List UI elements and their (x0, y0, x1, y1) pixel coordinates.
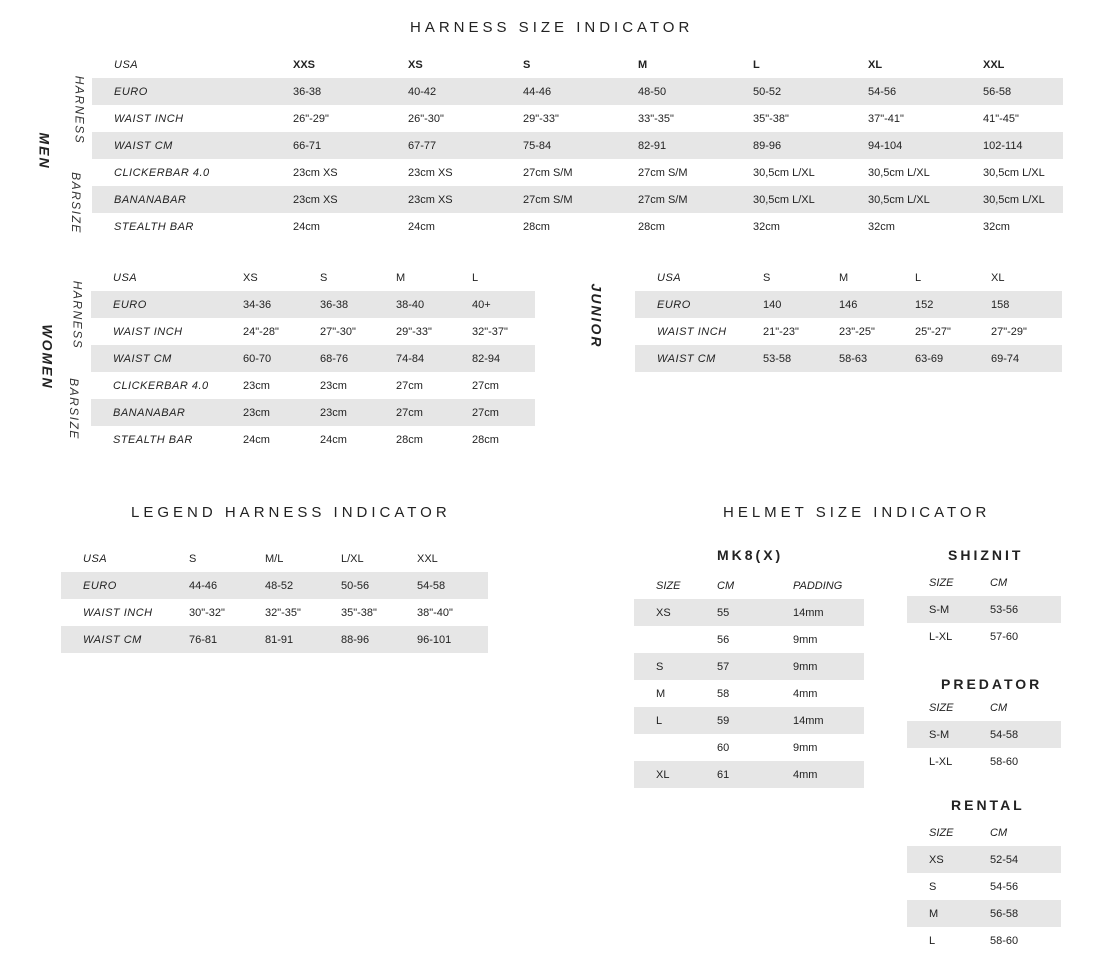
table-cell: 4mm (793, 687, 818, 700)
junior-label: JUNIOR (588, 283, 605, 349)
table-cell: S (634, 653, 717, 680)
row-label: EURO (91, 291, 243, 318)
row-label: WAIST CM (91, 345, 243, 372)
table-cell: 30,5cm L/XL (753, 186, 868, 213)
table-cell: 61 (717, 761, 793, 788)
table-cell: S (929, 880, 937, 893)
women-header-cell: M (396, 271, 406, 284)
table-cell: 54-56 (868, 78, 983, 105)
rental-title: RENTAL (951, 797, 1025, 813)
mk8-header-cell: SIZE (656, 579, 681, 592)
table-cell: 23cm (320, 399, 396, 426)
table-cell: 48-50 (638, 78, 753, 105)
table-cell: 94-104 (868, 132, 983, 159)
legend-size-table (61, 545, 488, 653)
table-cell: 40-42 (408, 78, 523, 105)
table-cell: 23cm (243, 379, 270, 392)
table-cell: XS (634, 599, 717, 626)
table-cell: 146 (839, 291, 915, 318)
rental-row (907, 900, 1061, 927)
junior-size-table (635, 264, 1062, 372)
table-cell: 56 (717, 633, 730, 646)
table-cell: 40+ (472, 291, 535, 318)
table-cell: 23cm XS (408, 186, 523, 213)
table-cell: 26"-30" (408, 112, 444, 125)
women-harness-label: HARNESS (70, 280, 85, 350)
men-size-table (92, 51, 1063, 240)
table-cell: 102-114 (983, 132, 1063, 159)
predator-header-row (907, 694, 1061, 721)
women-row-stealth-bar (91, 426, 535, 453)
junior-header-cell: XL (991, 271, 1005, 284)
row-label: CLICKERBAR 4.0 (114, 166, 210, 179)
table-cell: 50-56 (341, 572, 417, 599)
table-cell: 28cm (638, 220, 665, 233)
table-cell: 57-60 (990, 630, 1019, 643)
table-cell: 30,5cm L/XL (753, 166, 815, 179)
mk8-header-cell: PADDING (793, 579, 843, 592)
table-cell (634, 734, 717, 761)
table-cell: 30,5cm L/XL (868, 186, 983, 213)
table-cell: 81-91 (265, 626, 341, 653)
predator-row (907, 748, 1061, 775)
table-cell: 27cm S/M (638, 166, 688, 179)
legend-harness-title: LEGEND HARNESS INDICATOR (131, 504, 451, 521)
table-cell: 24"-28" (243, 325, 279, 338)
table-cell: 74-84 (396, 345, 472, 372)
legend-row-waist-cm (61, 626, 488, 653)
men-header-cell: S (523, 58, 531, 71)
rental-header-cell: SIZE (929, 826, 954, 839)
junior-header-row (635, 264, 1062, 291)
rental-row (907, 846, 1061, 873)
men-header-row (92, 51, 1063, 78)
harness-size-title: HARNESS SIZE INDICATOR (410, 19, 694, 36)
table-cell: 23cm (243, 399, 320, 426)
men-header-cell: L (753, 58, 760, 71)
women-row-clickerbar (91, 372, 535, 399)
table-cell: 27cm S/M (523, 166, 573, 179)
table-cell: 27cm (472, 399, 535, 426)
table-cell: 68-76 (320, 345, 396, 372)
row-label: WAIST CM (635, 345, 763, 372)
table-cell: 9mm (793, 741, 818, 754)
shiznit-header-cell: CM (990, 576, 1008, 589)
table-cell: 58-60 (990, 934, 1019, 947)
rental-row (907, 873, 1061, 900)
table-cell: 23"-25" (839, 325, 875, 338)
table-cell: 66-71 (293, 132, 408, 159)
table-cell: XS (907, 846, 990, 873)
table-cell: 32cm (753, 220, 780, 233)
row-label: STEALTH BAR (113, 433, 193, 446)
table-cell: 25"-27" (915, 325, 951, 338)
shiznit-header-cell: SIZE (929, 576, 954, 589)
table-cell: 32"-35" (265, 606, 301, 619)
women-row-waist-cm (91, 345, 535, 372)
table-cell: 27cm S/M (523, 186, 638, 213)
table-cell: 63-69 (915, 345, 991, 372)
legend-header-cell: XXL (417, 552, 438, 565)
table-cell: 35"-38" (753, 112, 789, 125)
junior-row-waist-inch (635, 318, 1062, 345)
table-cell: 56-58 (990, 900, 1061, 927)
table-cell: L-XL (929, 755, 953, 768)
table-cell: 82-91 (638, 132, 753, 159)
table-cell: 9mm (793, 633, 818, 646)
predator-row (907, 721, 1061, 748)
table-cell: S-M (907, 596, 990, 623)
mk8-row (634, 653, 864, 680)
table-cell: XL (634, 761, 717, 788)
table-cell: S-M (907, 721, 990, 748)
table-cell: 37"-41" (868, 112, 904, 125)
rental-size-table (907, 819, 1061, 954)
table-cell: 48-52 (265, 572, 341, 599)
women-header-row (91, 264, 535, 291)
legend-header-cell: M/L (265, 552, 284, 565)
shiznit-title: SHIZNIT (948, 547, 1024, 563)
mk8-header-cell: CM (717, 579, 735, 592)
predator-size-table (907, 694, 1061, 775)
table-cell: 38"-40" (417, 606, 453, 619)
table-cell: 21"-23" (763, 325, 799, 338)
junior-row-euro (635, 291, 1062, 318)
mk8-header-row (634, 572, 864, 599)
predator-title: PREDATOR (941, 676, 1043, 692)
legend-row-waist-inch (61, 599, 488, 626)
table-cell: 23cm XS (293, 186, 408, 213)
table-cell: 41"-45" (983, 112, 1019, 125)
row-label: WAIST INCH (83, 606, 153, 619)
row-label: STEALTH BAR (114, 220, 194, 233)
table-cell: 27"-29" (991, 325, 1027, 338)
rental-row (907, 927, 1061, 954)
table-cell: 53-56 (990, 596, 1061, 623)
junior-row-waist-cm (635, 345, 1062, 372)
table-cell: 27cm S/M (638, 186, 753, 213)
women-label: WOMEN (39, 324, 56, 390)
rental-header-row (907, 819, 1061, 846)
men-header-cell: XS (408, 58, 423, 71)
men-row-waist-cm (92, 132, 1063, 159)
men-harness-label: HARNESS (72, 75, 87, 145)
table-cell: 28cm (396, 433, 423, 446)
women-header-cell: XS (243, 271, 258, 284)
table-cell: 27cm (472, 379, 499, 392)
table-cell: 23cm XS (408, 166, 453, 179)
row-label: WAIST INCH (657, 325, 727, 338)
table-cell: 140 (763, 291, 839, 318)
table-cell: 50-52 (753, 78, 868, 105)
table-cell: 28cm (472, 433, 499, 446)
table-cell: 34-36 (243, 291, 320, 318)
table-cell: L (634, 707, 717, 734)
shiznit-header-row (907, 569, 1061, 596)
table-cell: 24cm (243, 433, 270, 446)
mk8-row (634, 734, 864, 761)
table-cell: 69-74 (991, 345, 1062, 372)
table-cell: 36-38 (320, 291, 396, 318)
table-cell: 54-58 (990, 721, 1061, 748)
table-cell: 44-46 (189, 572, 265, 599)
table-cell: 24cm (293, 220, 320, 233)
table-cell: 67-77 (408, 132, 523, 159)
table-cell: 27cm (396, 399, 472, 426)
row-label: EURO (61, 572, 189, 599)
row-label: BANANABAR (92, 186, 293, 213)
table-cell: 23cm (320, 379, 347, 392)
men-header-cell: M (638, 58, 648, 71)
table-cell: 9mm (793, 653, 864, 680)
table-cell: 32cm (983, 220, 1010, 233)
table-cell: 58-60 (990, 755, 1019, 768)
mk8-row (634, 680, 864, 707)
table-cell: 82-94 (472, 345, 535, 372)
women-header-label: USA (113, 271, 138, 284)
table-cell: 24cm (320, 433, 347, 446)
table-cell: 23cm XS (293, 166, 338, 179)
women-row-bananabar (91, 399, 535, 426)
row-label: WAIST INCH (114, 112, 184, 125)
table-cell: 152 (915, 291, 991, 318)
helmet-size-title: HELMET SIZE INDICATOR (723, 504, 991, 521)
table-cell: 30"-32" (189, 606, 225, 619)
table-cell: L-XL (929, 630, 953, 643)
women-header-cell: L (472, 271, 479, 284)
shiznit-row (907, 596, 1061, 623)
table-cell: 14mm (793, 599, 864, 626)
table-cell: 54-58 (417, 572, 488, 599)
table-cell: 26"-29" (293, 112, 329, 125)
table-cell: 56-58 (983, 78, 1063, 105)
row-label: EURO (635, 291, 763, 318)
row-label: CLICKERBAR 4.0 (113, 379, 209, 392)
row-label: BANANABAR (91, 399, 243, 426)
men-row-euro (92, 78, 1063, 105)
women-barsize-label: BARSIZE (66, 378, 81, 440)
men-header-cell: XXL (983, 58, 1005, 71)
table-cell: 30,5cm L/XL (868, 166, 930, 179)
junior-header-label: USA (657, 271, 682, 284)
table-cell: 59 (717, 707, 793, 734)
table-cell: 76-81 (189, 626, 265, 653)
men-row-clickerbar (92, 159, 1063, 186)
shiznit-row (907, 623, 1061, 650)
table-cell: 60-70 (243, 345, 320, 372)
table-cell: 32cm (868, 220, 895, 233)
row-label: WAIST CM (61, 626, 189, 653)
table-cell: 28cm (523, 220, 550, 233)
women-row-waist-inch (91, 318, 535, 345)
mk8-row (634, 707, 864, 734)
women-header-cell: S (320, 271, 328, 284)
table-cell: 14mm (793, 707, 864, 734)
men-header-label: USA (114, 58, 139, 71)
predator-header-cell: SIZE (929, 701, 954, 714)
men-barsize-label: BARSIZE (68, 172, 83, 234)
mk8-row (634, 599, 864, 626)
table-cell: L (929, 934, 936, 947)
mk8-row (634, 761, 864, 788)
table-cell: 54-56 (990, 880, 1019, 893)
row-label: WAIST INCH (113, 325, 183, 338)
table-cell: 58-63 (839, 345, 915, 372)
table-cell: 29"-33" (396, 325, 432, 338)
legend-header-cell: S (189, 552, 197, 565)
men-header-cell: XXS (293, 58, 316, 71)
table-cell: 24cm (408, 220, 435, 233)
women-row-euro (91, 291, 535, 318)
table-cell: 29"-33" (523, 112, 559, 125)
table-cell: 30,5cm L/XL (983, 166, 1045, 179)
junior-header-cell: S (763, 271, 771, 284)
table-cell: 32"-37" (472, 325, 508, 338)
men-row-waist-inch (92, 105, 1063, 132)
table-cell: 53-58 (763, 345, 839, 372)
table-cell: 75-84 (523, 132, 638, 159)
table-cell: M (907, 900, 990, 927)
table-cell: 158 (991, 291, 1062, 318)
table-cell: 58 (717, 687, 730, 700)
table-cell: 60 (717, 741, 730, 754)
men-row-stealth-bar (92, 213, 1063, 240)
junior-header-cell: M (839, 271, 849, 284)
table-cell: 44-46 (523, 78, 638, 105)
junior-header-cell: L (915, 271, 922, 284)
table-cell: 4mm (793, 761, 864, 788)
legend-header-cell: L/XL (341, 552, 364, 565)
table-cell: 36-38 (293, 78, 408, 105)
table-cell: 27cm (396, 379, 423, 392)
legend-header-label: USA (83, 552, 108, 565)
legend-header-row (61, 545, 488, 572)
table-cell: 35"-38" (341, 606, 377, 619)
legend-row-euro (61, 572, 488, 599)
table-cell: 88-96 (341, 626, 417, 653)
table-cell: 27"-30" (320, 325, 356, 338)
table-cell: 33"-35" (638, 112, 674, 125)
table-cell: 52-54 (990, 846, 1061, 873)
row-label: EURO (92, 78, 293, 105)
mk8-row (634, 626, 864, 653)
table-cell: 96-101 (417, 626, 488, 653)
men-label: MEN (36, 132, 53, 170)
shiznit-size-table (907, 569, 1061, 650)
table-cell: M (656, 687, 666, 700)
predator-header-cell: CM (990, 701, 1008, 714)
table-cell: 38-40 (396, 291, 472, 318)
table-cell: 89-96 (753, 132, 868, 159)
table-cell (634, 626, 717, 653)
rental-header-cell: CM (990, 826, 1008, 839)
men-row-bananabar (92, 186, 1063, 213)
women-size-table (91, 264, 535, 453)
row-label: WAIST CM (92, 132, 293, 159)
mk8-size-table (634, 572, 864, 788)
men-header-cell: XL (868, 58, 883, 71)
table-cell: 57 (717, 653, 793, 680)
table-cell: 30,5cm L/XL (983, 186, 1063, 213)
table-cell: 55 (717, 599, 793, 626)
mk8-title: MK8(X) (717, 547, 784, 563)
